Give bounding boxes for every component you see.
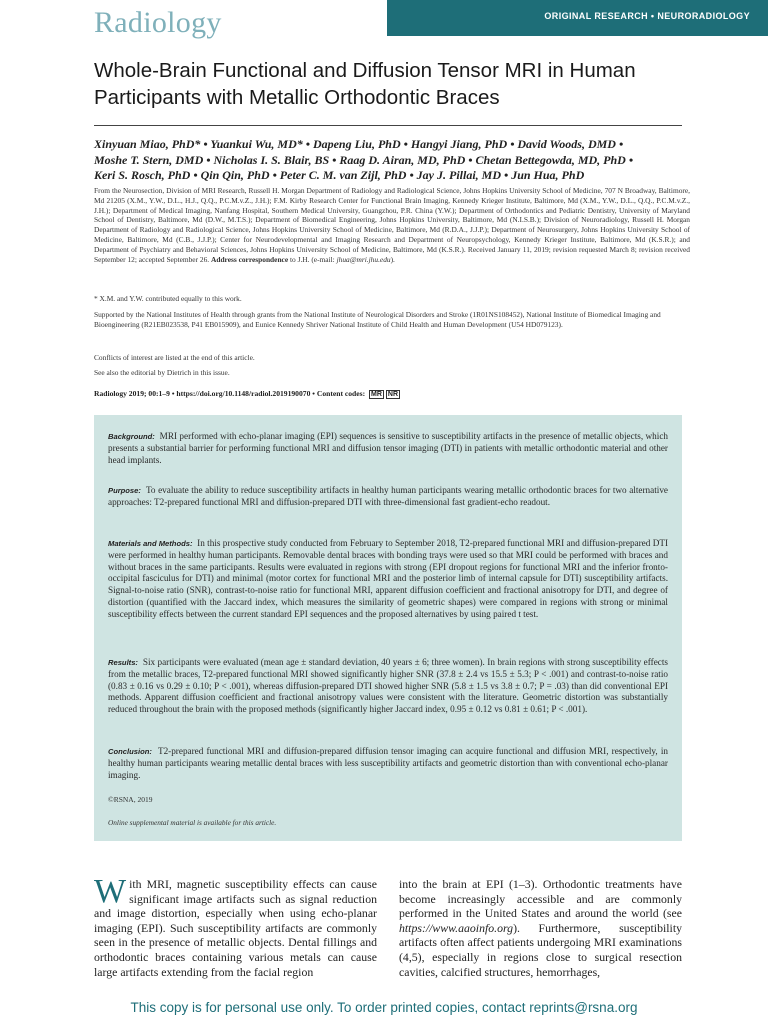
author-name: Jun Hua, PhD [511,168,585,183]
abstract-label: Results: [108,658,138,667]
abstract-methods [108,538,668,621]
abstract-label: Materials and Methods: [108,539,193,548]
abstract-box [94,415,682,841]
abstract-text: T2-prepared functional MRI and diffusion-prepared diffusion tensor imaging can acquire functional and diffusion MRI, respectively, in healthy human participants wearing metallic dental braces with less susceptibility artifacts and geometric distortion than with conventional echo-planar imaging. [108,746,668,780]
correspondence-end: ). [390,254,395,264]
author-name: Raag D. Airan, MD, PhD [339,152,466,167]
correspondence-email[interactable]: jhua@mri.jhu.edu [336,254,391,264]
body-column-1 [94,873,377,979]
author-name: Hangyi Jiang, PhD [410,137,508,151]
author-name: Xinyuan Miao, PhD* [94,137,201,151]
author-name: Moshe T. Stern, DMD [94,152,204,167]
abstract-conclusion [108,746,668,781]
copyright: ©RSNA, 2019 [108,795,153,804]
citation-ref: Radiology 2019; 00:1–9 • [94,389,177,398]
abstract-label: Purpose: [108,486,141,495]
editorial-note: See also the editorial by Dietrich in this issue. [94,368,230,377]
content-codes-label: • Content codes: [310,389,368,398]
abstract-label: Background: [108,432,155,441]
body-text: into the brain at EPI (1–3). Orthodontic treatments have become increasingly accessible and are commonly performed in the United States and around the world (see [399,877,682,921]
author-name: Chetan Bettegowda, MD, PhD [475,152,626,167]
section-label: ORIGINAL RESEARCH • NEURORADIOLOGY [544,11,750,21]
section-banner [387,0,768,36]
author-name: Qin Qin, PhD [200,168,270,183]
abstract-text: Six participants were evaluated (mean age ± standard deviation, 40 years ± 6; three women). In brain regions with strong susceptibility effects from the metallic braces, T2-prepared functional MRI showed significantly higher SNR (37.8 ± 2.4 vs 15.5 ± 5.3; P < .001) and contrast-to-noise ratio (0.83 ± 0.16 vs 0.29 ± 0.10; P < .001), whereas diffusion-prepared DTI showed higher SNR (5.8 ± 1.5 vs 3.8 ± 0.7; P = .03) than did conventional EPI methods. Apparent diffusion coefficient and fractional anisotropy values were consistent with the literature. Geometric distortion was substantially reduced throughout the brain with the proposed methods (significantly higher Jaccard index, 0.95 ± 0.12 vs 0.81 ± 0.61; P < .001). [108,657,668,715]
conflicts-note: Conflicts of interest are listed at the end of this article. [94,353,255,362]
abstract-text: MRI performed with echo-planar imaging (EPI) sequences is sensitive to susceptibility artifacts in the presence of metallic objects, which presents a substantial barrier for performing functional MRI and diffusion tensor imaging (DTI) in patients with metallic orthodontic material and other head implants. [108,431,668,465]
affiliations [94,186,690,264]
affiliations-text: From the Neurosection, Division of MRI Research, Russell H. Morgan Department of Radiology and Radiological Science, Johns Hopkins University School of Medicine, 707 N Broadway, Baltimore, Md 21205 (X.M., Y.W., D.L., H.J., Q.Q., P.C.M.v.Z., J.H.); F.M. Kirby Research Center for Functional Brain Imaging, Kennedy Krieger Institute, Baltimore, Md (X.M., Y.W., D.L., Q.Q., P.C.M.v.Z., J.H.); Department of Medical Imaging, Nanfang Hospital, Southern Medical University, Guangzhou, P.R. China (Y.W.); Department of Orthodontics and Pediatric Dentistry, University of Maryland School of Dentistry, Baltimore, Md (D.W., M.T.S.); Department of Biomedical Engineering, Johns Hopkins University, Baltimore, Md (N.I.S.B.); Division of Neuroradiology, Russell H. Morgan Department of Radiology and Radiological Science, Johns Hopkins University School of Medicine, Baltimore, Md (R.D.A., J.J.P.); Department of Neurosurgery, Johns Hopkins University School of Medicine, Baltimore, Md (C.B., J.J.P.); Center for Neurodevelopmental and Imaging Research and Department of Neuropsychology, Kennedy Krieger Institute, Baltimore, Md (K.S.R.); and Department of Psychiatry and Behavioral Sciences, Johns Hopkins University School of Medicine, Baltimore, Md (K.S.R.). Received January 11, 2019; revision requested March 8; revision received September 12; accepted September 26. [94,186,690,264]
author-name: David Woods, DMD [517,137,616,151]
journal-logo: Radiology [94,6,222,39]
external-link[interactable]: https://www.aaoinfo.org [399,920,514,935]
correspondence-text: to J.H. (e-mail: [288,254,337,264]
equal-contribution-note: * X.M. and Y.W. contributed equally to this work. [94,294,242,303]
body-text: ith MRI, magnetic susceptibility effects can cause significant image artifacts such as signal reduction and image distortion, especially when using echo-planar imaging (EPI). Such susceptibility artifacts are commonly seen in the presence of metallic objects. Dental fillings and orthodontic braces containing various metals can cause large artifacts extending from the facial region [94,877,377,979]
drop-cap: W [94,873,127,910]
abstract-results [108,657,668,716]
abstract-label: Conclusion: [108,747,152,756]
author-name: Dapeng Liu, PhD [312,137,401,151]
author-name: Yuankui Wu, MD* [210,137,303,151]
author-name: Peter C. M. van Zijl, PhD [279,168,407,183]
funding-statement: Supported by the National Institutes of Health through grants from the National Institute of Neurological Disorders and Stroke (1R01NS108452), National Institute of Biomedical Imaging and Bioengineering (R21EB023538, P41 EB015909), and Eunice Kennedy Shriver National Institute of Child Health and Human Development (U54 HD079123). [94,310,661,329]
author-name: Nicholas I. S. Blair, BS [213,152,330,167]
citation-line [94,389,400,399]
content-code-badge: NR [387,391,399,398]
abstract-text: To evaluate the ability to reduce susceptibility artifacts in healthy human participants wearing metallic orthodontic braces for two alternative approaches: T2-prepared functional MRI and diffusion-prepared DTI with three-dimensional fast gradient-echo readout. [108,485,668,507]
correspondence-label: Address correspondence [211,254,289,264]
supplemental-note: Online supplemental material is available for this article. [108,818,277,827]
reprints-footer: This copy is for personal use only. To order printed copies, contact reprints@rsna.org [130,1000,638,1015]
abstract-purpose [108,485,668,509]
article-title: Whole-Brain Functional and Diffusion Tensor MRI in Human Participants with Metallic Orthodontic Braces [94,59,636,109]
author-list: Xinyuan Miao, PhD* • Yuankui Wu, MD* • Dapeng Liu, PhD • Hangyi Jiang, PhD • David Woods, DMD • Moshe T. Stern, DMD • Nicholas I. S. Blair, BS • Raag D. Airan, MD, PhD • Chetan Bettegowda, MD, PhD • Keri S. Rosch, PhD • Qin Qin, PhD • Peter C. M. van Zijl, PhD • Jay J. Pillai, MD • Jun Hua, PhD [94,137,634,183]
doi-link[interactable]: https://doi.org/10.1148/radiol.2019190070 [176,389,311,398]
content-code-badge: MR [371,391,382,398]
abstract-background [108,431,668,466]
author-name: Keri S. Rosch, PhD [94,168,191,183]
title-divider [94,125,682,126]
abstract-text: In this prospective study conducted from February to September 2018, T2-prepared functional MRI and diffusion-prepared DTI were performed in healthy human participants. Removable dental braces with bonding trays were used so that MRI could be performed with braces and without braces in the same participants. Results were evaluated in regions with strong (EPI dropout regions for functional MRI and the inferior fronto-occipital fasciculus for DTI) and minimal (motor cortex for functional MRI and the posterior limb of internal capsule for DTI) susceptibility artifacts. Signal-to-noise ratio (SNR), contrast-to-noise ratio for functional MRI, apparent diffusion coefficient and fractional anisotropy for DTI, and degree of distortion (quantified with the Jaccard index, which measures the similarity of geometric shapes) were compared in regions with strong or minimal susceptibility effects between the current standard EPI sequences and the proposed alternatives by using paired t test. [108,538,668,619]
body-column-2 [399,877,682,979]
author-name: Jay J. Pillai, MD [416,168,501,183]
body-text: ). Furthermore, susceptibility artifacts often affect patients undergoing MRI examinations (4,5), especially in regions close to surgical resection cavities, calcified structures, hemorrhages, [399,920,682,979]
